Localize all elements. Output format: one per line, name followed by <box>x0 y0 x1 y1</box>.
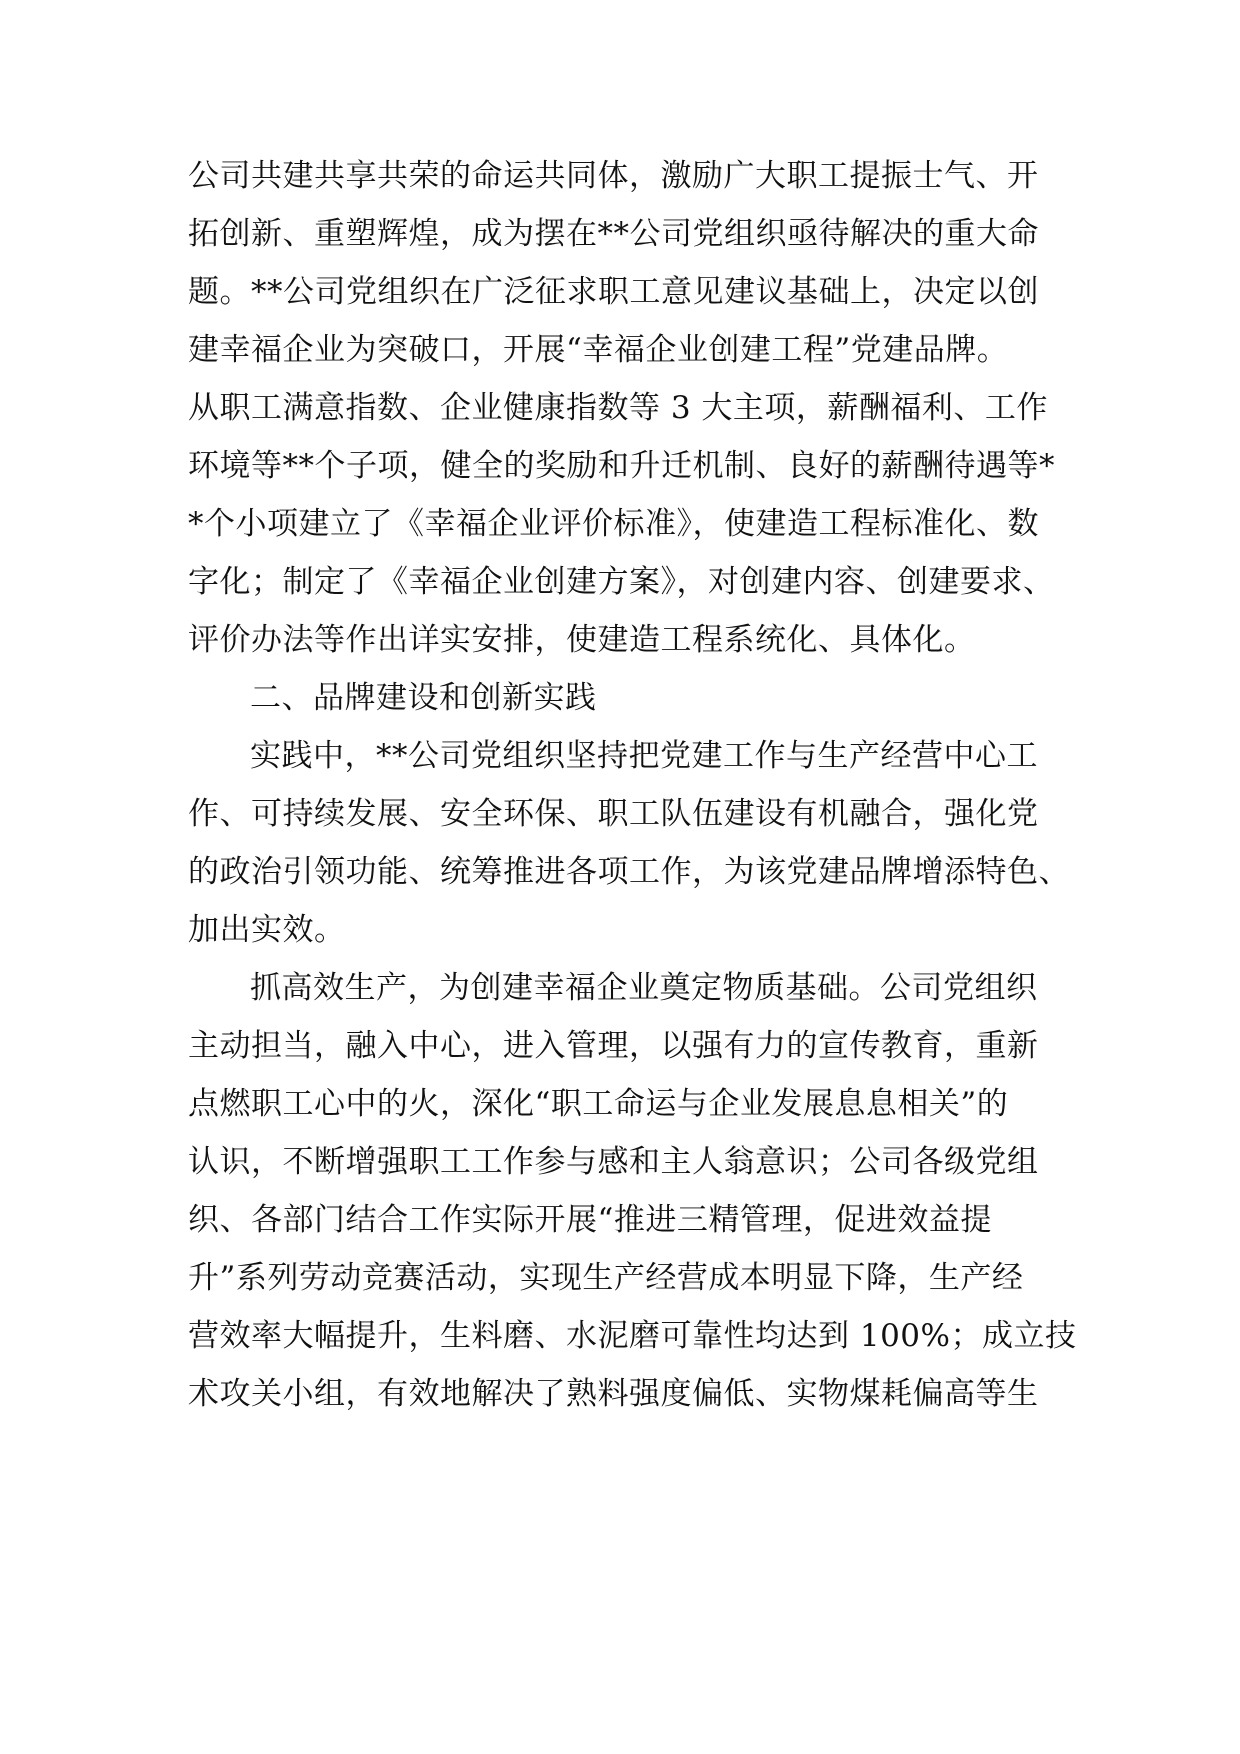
text-line: 作、可持续发展、安全环保、职工队伍建设有机融合，强化党 <box>188 796 1039 832</box>
section-heading: 二、品牌建设和创新实践 <box>250 680 597 716</box>
text-line: 点燃职工心中的火，深化“职工命运与企业发展息息相关”的 <box>188 1086 1009 1122</box>
text-line: *个小项建立了《幸福企业评价标准》，使建造工程标准化、数 <box>188 506 1039 542</box>
text-line: 术攻关小组，有效地解决了熟料强度偏低、实物煤耗偏高等生 <box>188 1376 1039 1412</box>
text-line: 抓高效生产，为创建幸福企业奠定物质基础。公司党组织 <box>250 970 1038 1006</box>
text-line: 拓创新、重塑辉煌，成为摆在**公司党组织亟待解决的重大命 <box>188 216 1039 252</box>
text-line: 认识，不断增强职工工作参与感和主人翁意识；公司各级党组 <box>188 1144 1039 1180</box>
text-line: 建幸福企业为突破口，开展“幸福企业创建工程”党建品牌。 <box>188 332 1009 368</box>
text-line: 实践中，**公司党组织坚持把党建工作与生产经营中心工 <box>250 738 1038 774</box>
text-line: 营效率大幅提升，生料磨、水泥磨可靠性均达到 100%；成立技 <box>188 1318 1077 1354</box>
text-line: 主动担当，融入中心，进入管理，以强有力的宣传教育，重新 <box>188 1028 1039 1064</box>
text-line: 字化；制定了《幸福企业创建方案》，对创建内容、创建要求、 <box>188 564 1055 600</box>
text-line: 题。**公司党组织在广泛征求职工意见建议基础上，决定以创 <box>188 274 1039 310</box>
text-line: 评价办法等作出详实安排，使建造工程系统化、具体化。 <box>188 622 976 658</box>
text-line: 织、各部门结合工作实际开展“推进三精管理，促进效益提 <box>188 1202 992 1238</box>
text-line: 加出实效。 <box>188 912 346 948</box>
text-line: 升”系列劳动竞赛活动，实现生产经营成本明显下降，生产经 <box>188 1260 1024 1296</box>
text-line: 环境等**个子项，健全的奖励和升迁机制、良好的薪酬待遇等* <box>188 448 1055 484</box>
text-line: 的政治引领功能、统筹推进各项工作，为该党建品牌增添特色、 <box>188 854 1070 890</box>
text-line: 公司共建共享共荣的命运共同体，激励广大职工提振士气、开 <box>188 158 1039 194</box>
text-line: 从职工满意指数、企业健康指数等 3 大主项，薪酬福利、工作 <box>188 390 1048 426</box>
